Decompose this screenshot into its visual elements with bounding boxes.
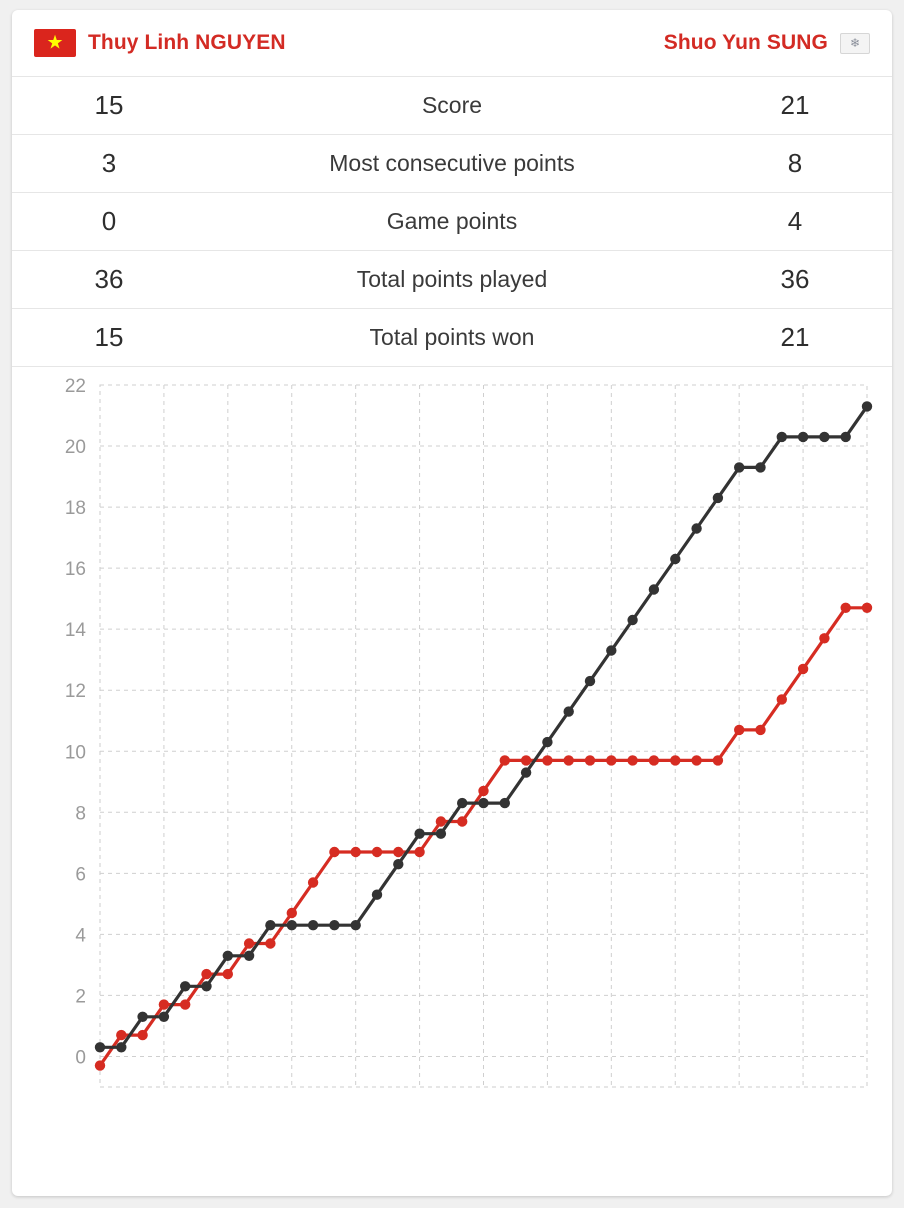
series-point xyxy=(159,999,169,1009)
series-point xyxy=(372,847,382,857)
stat-label: Most consecutive points xyxy=(329,150,575,176)
series-point xyxy=(436,829,446,839)
series-point xyxy=(308,920,318,930)
series-point xyxy=(542,755,552,765)
series-point xyxy=(521,755,531,765)
series-point xyxy=(606,755,616,765)
series-point xyxy=(862,401,872,411)
series-point xyxy=(585,755,595,765)
left-value: 3 xyxy=(101,148,117,178)
series-point xyxy=(329,920,339,930)
series-point xyxy=(393,859,403,869)
series-point xyxy=(414,847,424,857)
y-axis-tick-label: 10 xyxy=(64,742,86,764)
series-point xyxy=(734,725,744,735)
chinese-taipei-flag-icon xyxy=(840,33,870,54)
y-axis-tick-label: 6 xyxy=(75,864,86,886)
series-point xyxy=(670,554,680,564)
series-point xyxy=(457,816,467,826)
table-row xyxy=(12,76,892,134)
series-point xyxy=(265,920,275,930)
series-point xyxy=(606,645,616,655)
series-point xyxy=(436,816,446,826)
right-player-name: Shuo Yun SUNG xyxy=(663,31,828,54)
table-row xyxy=(12,192,892,250)
series-point xyxy=(500,798,510,808)
series-point xyxy=(244,951,254,961)
series-point xyxy=(819,432,829,442)
series-point xyxy=(329,847,339,857)
series-point xyxy=(564,706,574,716)
series-point xyxy=(777,694,787,704)
series-point xyxy=(223,969,233,979)
left-value: 36 xyxy=(94,264,124,294)
series-point xyxy=(670,755,680,765)
right-value: 21 xyxy=(780,322,810,352)
y-axis-tick-label: 4 xyxy=(75,925,86,947)
series-point xyxy=(649,755,659,765)
series-point xyxy=(95,1042,105,1052)
series-point xyxy=(862,603,872,613)
y-axis-tick-label: 14 xyxy=(64,620,86,642)
series-point xyxy=(287,920,297,930)
star-glyph: ★ xyxy=(46,32,64,54)
left-value: 0 xyxy=(101,206,117,236)
series-point xyxy=(841,432,851,442)
left-value: 15 xyxy=(94,322,124,352)
series-point xyxy=(627,615,637,625)
series-point xyxy=(159,1012,169,1022)
series-point xyxy=(116,1042,126,1052)
series-point xyxy=(798,432,808,442)
series-point xyxy=(755,725,765,735)
series-point xyxy=(691,755,701,765)
table-row xyxy=(12,308,892,366)
series-point xyxy=(201,969,211,979)
series-point xyxy=(393,847,403,857)
series-point xyxy=(819,633,829,643)
series-point xyxy=(223,951,233,961)
series-point xyxy=(798,664,808,674)
series-point xyxy=(627,755,637,765)
y-axis-tick-label: 8 xyxy=(75,803,86,825)
series-point xyxy=(734,462,744,472)
right-value: 36 xyxy=(780,264,810,294)
series-point xyxy=(478,786,488,796)
series-point xyxy=(287,908,297,918)
series-point xyxy=(755,462,765,472)
table-row xyxy=(12,134,892,192)
chart-svg xyxy=(12,367,892,1137)
vietnam-flag-icon xyxy=(34,29,76,57)
series-point xyxy=(201,981,211,991)
series-point xyxy=(457,798,467,808)
y-axis-tick-label: 18 xyxy=(64,498,86,520)
series-point xyxy=(308,877,318,887)
right-value: 4 xyxy=(787,206,803,236)
left-value: 15 xyxy=(94,90,124,120)
series-point xyxy=(244,938,254,948)
series-point xyxy=(500,755,510,765)
stat-label: Total points played xyxy=(356,266,548,292)
plum-blossom-glyph: ❄ xyxy=(849,36,861,50)
series-point xyxy=(521,767,531,777)
series-point xyxy=(713,755,723,765)
series-point xyxy=(478,798,488,808)
table-row xyxy=(12,250,892,308)
points-progression-chart xyxy=(12,366,892,1136)
series-point xyxy=(585,676,595,686)
series-point xyxy=(841,603,851,613)
right-value: 8 xyxy=(787,148,803,178)
stat-label: Game points xyxy=(386,208,518,234)
series-point xyxy=(180,981,190,991)
right-value: 21 xyxy=(780,90,810,120)
y-axis-tick-label: 20 xyxy=(64,437,86,459)
series-point xyxy=(777,432,787,442)
stats-table xyxy=(12,76,892,366)
y-axis-tick-label: 12 xyxy=(64,681,86,703)
y-axis-tick-label: 0 xyxy=(75,1047,86,1069)
series-line xyxy=(100,406,867,1047)
series-point xyxy=(414,829,424,839)
series-point xyxy=(649,584,659,594)
series-point xyxy=(691,523,701,533)
stat-label: Score xyxy=(421,92,483,118)
series-point xyxy=(351,847,361,857)
series-point xyxy=(351,920,361,930)
series-point xyxy=(265,938,275,948)
series-point xyxy=(542,737,552,747)
y-axis-tick-label: 22 xyxy=(64,376,86,397)
series-point xyxy=(564,755,574,765)
right-player[interactable] xyxy=(664,31,870,55)
y-axis-tick-label: 2 xyxy=(75,986,86,1008)
match-header xyxy=(12,10,892,76)
match-stats-card xyxy=(12,10,892,1196)
left-player-name: Thuy Linh NGUYEN xyxy=(88,31,286,54)
series-point xyxy=(713,493,723,503)
series-point xyxy=(116,1030,126,1040)
series-point xyxy=(372,890,382,900)
series-point xyxy=(180,999,190,1009)
series-point xyxy=(137,1030,147,1040)
y-axis-tick-label: 16 xyxy=(64,559,86,581)
stat-label: Total points won xyxy=(369,324,535,350)
series-point xyxy=(95,1060,105,1070)
left-player[interactable] xyxy=(34,29,286,57)
series-point xyxy=(137,1012,147,1022)
